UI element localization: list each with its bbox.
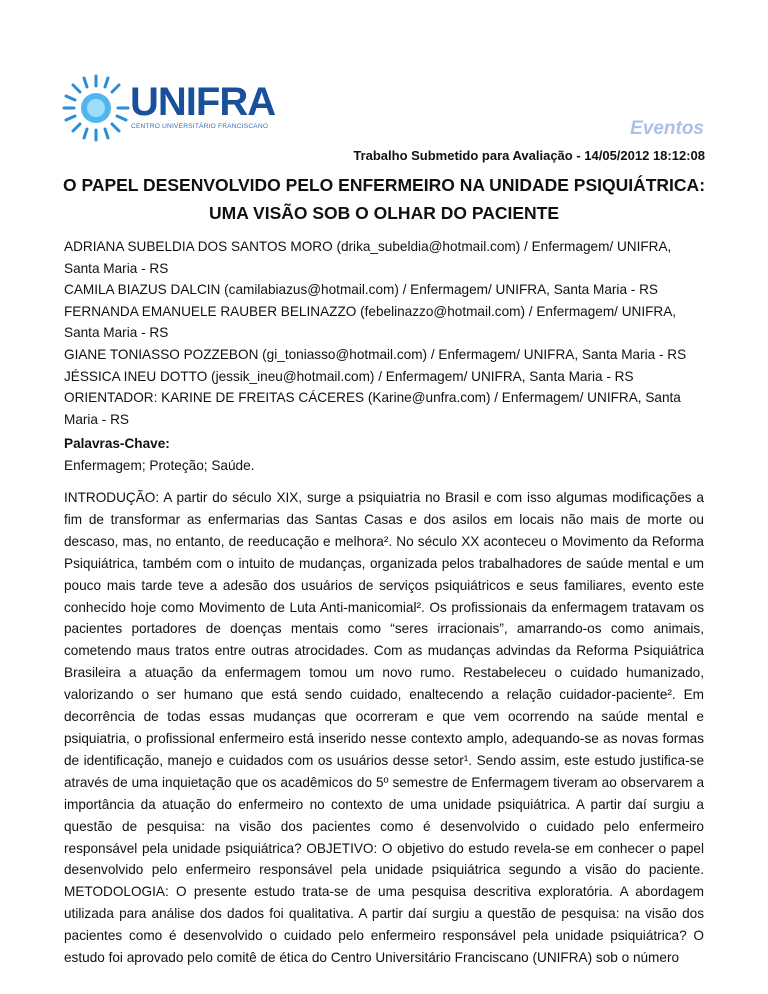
author-entry: FERNANDA EMANUELE RAUBER BELINAZZO (febelinazzo@hotmail.com) / Enfermagem/ UNIFRA, Santa Maria - RS <box>64 303 677 341</box>
logo-subtitle: CENTRO UNIVERSITÁRIO FRANCISCANO <box>131 123 269 130</box>
advisor-entry: ORIENTADOR: KARINE DE FREITAS CÁCERES (Karine@unfra.com) / Enfermagem/ UNIFRA, Santa Maria - RS <box>64 390 681 427</box>
unifra-logo <box>58 72 276 142</box>
author-entry: JÉSSICA INEU DOTTO (jessik_ineu@hotmail.com) / Enfermagem/ UNIFRA, Santa Maria - RS <box>64 368 634 384</box>
submission-line: Trabalho Submetido para Avaliação - 14/05/2012 18:12:08 <box>353 148 705 163</box>
keywords-value: Enfermagem; Proteção; Saúde. <box>64 457 255 473</box>
title-line-2: UMA VISÃO SOB O OLHAR DO PACIENTE <box>208 203 560 223</box>
keywords-label: Palavras-Chave: <box>64 436 170 451</box>
author-entry: CAMILA BIAZUS DALCIN (camilabiazus@hotmail.com) / Enfermagem/ UNIFRA, Santa Maria - RS <box>64 282 658 298</box>
sun-burst-icon <box>58 72 138 144</box>
abstract-body: INTRODUÇÃO: A partir do século XIX, surge a psiquiatria no Brasil e com isso algumas modificações a fim de transformar as enfermarias das Santas Casas e dos asilos em locais não mais de morte ou descaso, mas, no entanto, de reeducação e melhora². No século XX aconteceu o Movimento da Reforma Psiquiátrica, também com o intuito de mudanças, organizada pelos trabalhadores de saúde mental e um pouco mais tarde teve a adesão dos usuários de serviços psiquiátricos e seus familiares, evento este conhecido hoje como Movimento de Luta Anti-manicomial². Os profissionais da enfermagem tratavam os pacientes portadores de doenças mentais como “seres irracionais”, amarrando-os como animais, cometendo maus tratos entre outras atrocidades. Com as mudanças advindas da Reforma Psiquiátrica Brasileira a atuação da enfermagem tomou um novo rumo. Restabeleceu o cuidado humanizado, valorizando o ser humano que está sendo cuidado, enaltecendo a relação cuidador-paciente². Em decorrência de todas essas mudanças que ocorreram e que vem ocorrendo na saúde mental e psiquiatria, o profissional enfermeiro está inserido nesse contexto amplo, adequando-se as novas formas de identificação, manejo e cuidados com os usuários desse setor¹. Sendo assim, este estudo justifica-se através de uma inquietação que os acadêmicos do 5º semestre de Enfermagem tiveram ao observarem a importância da atuação do enfermeiro no contexto de uma unidade psiquiátrica. A partir daí surgiu a questão de pesquisa: na visão dos pacientes como é desenvolvido o cuidado pelo enfermeiro responsável pela unidade psiquiátrica? OBJETIVO: O objetivo do estudo revela-se em conhecer o papel desenvolvido pelo enfermeiro responsável pela unidade psiquiátrica segundo a visão do paciente. METODOLOGIA: O presente estudo trata-se de uma pesquisa descritiva exploratória. A abordagem utilizada para análise dos dados foi qualitativa. A partir daí surgiu a questão de pesquisa: na visão dos pacientes como é desenvolvido o cuidado pelo enfermeiro responsável pela unidade psiquiátrica? O estudo foi aprovado pelo comitê de ética do Centro Universitário Franciscano (UNIFRA) sob o número <box>64 490 704 966</box>
title-line-1: O PAPEL DESENVOLVIDO PELO ENFERMEIRO NA UNIDADE PSIQUIÁTRICA: <box>62 175 706 195</box>
author-entry: ADRIANA SUBELDIA DOS SANTOS MORO (drika_subeldia@hotmail.com) / Enfermagem/ UNIFRA, Santa Maria - RS <box>64 239 672 276</box>
eventos-label: Eventos <box>630 118 704 139</box>
keywords-section <box>64 433 704 476</box>
logo-wordmark: UNIFRA <box>130 80 276 124</box>
authors-list <box>64 236 704 430</box>
paper-title <box>0 171 768 227</box>
author-entry: GIANE TONIASSO POZZEBON (gi_toniasso@hotmail.com) / Enfermagem/ UNIFRA, Santa Maria - RS <box>64 346 687 362</box>
